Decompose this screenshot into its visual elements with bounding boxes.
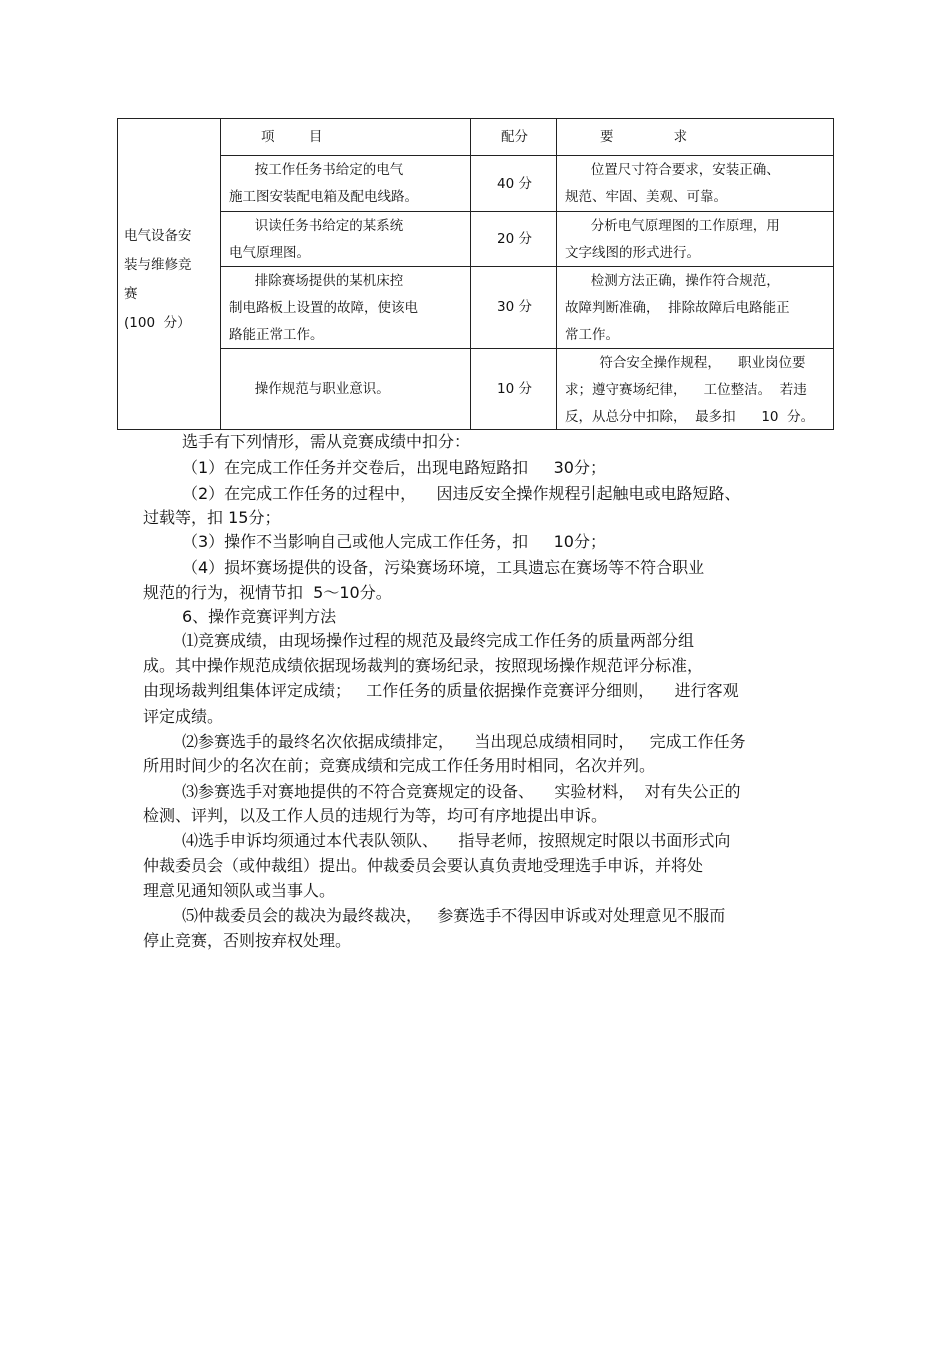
body-line: ⑵参赛选手的最终名次依据成绩排定， 当出现总成绩相同时， 完成工作任务 (182, 732, 746, 751)
row-requirement-text: 分析电气原理图的工作原理，用 文字线图的形式进行。 (565, 218, 780, 261)
header-item: 项 目 (261, 129, 323, 145)
category-cell (117, 118, 221, 430)
row-item-text: 识读任务书给定的某系统 电气原理图。 (229, 218, 404, 261)
row-score-text: 30 分 (497, 299, 532, 315)
row-item-text: 排除赛场提供的某机床控 制电路板上设置的故障，使该电 路能正常工作。 (229, 273, 418, 343)
body-line: （1）在完成工作任务并交卷后，出现电路短路扣 30分； (182, 458, 606, 477)
table-row-score (470, 348, 557, 430)
body-line: 检测、评判，以及工作人员的违规行为等，均可有序地提出申诉。 (143, 806, 608, 825)
table-row-item (220, 155, 471, 212)
table-row-score (470, 266, 557, 349)
body-line: 过载等，扣 15分； (143, 508, 281, 527)
body-line: （3）操作不当影响自己或他人完成工作任务，扣 10分； (182, 532, 606, 551)
row-item-text: 按工作任务书给定的电气 施工图安装配电箱及配电线路。 (229, 162, 418, 205)
table-row-item (220, 266, 471, 349)
category-label: 电气设备安 装与维修竞 赛 (100 分） (124, 228, 192, 331)
table-row-item (220, 348, 471, 430)
body-line: （2）在完成工作任务的过程中， 因违反安全操作规程引起触电或电路短路、 (182, 484, 741, 503)
table-row-requirement (556, 348, 834, 430)
row-requirement-text: 检测方法正确，操作符合规范， 故障判断准确， 排除故障后电路能正 常工作。 (565, 273, 790, 343)
body-line: 理意见通知领队或当事人。 (143, 881, 336, 900)
table-row-score (470, 211, 557, 267)
table-row-item (220, 211, 471, 267)
body-line: 成。其中操作规范成绩依据现场裁判的赛场纪录，按照现场操作规范评分标准， (143, 656, 704, 675)
header-score-cell (470, 118, 557, 156)
body-line: 评定成绩。 (143, 707, 224, 726)
table-row-requirement (556, 155, 834, 212)
row-score-text: 10 分 (497, 381, 532, 397)
scoring-table (117, 118, 834, 430)
body-line: ⑴竞赛成绩，由现场操作过程的规范及最终完成工作任务的质量两部分组 (182, 631, 695, 650)
row-requirement-text: 位置尺寸符合要求，安装正确、 规范、牢固、美观、可靠。 (565, 162, 780, 205)
body-line: 选手有下列情形，需从竞赛成绩中扣分： (182, 432, 471, 451)
header-score: 配分 (501, 129, 528, 145)
body-line: 所用时间少的名次在前；竞赛成绩和完成工作任务用时相同，名次并列。 (143, 756, 656, 775)
row-requirement-text: 符合安全操作规程， 职业岗位要 求；遵守赛场纪律， 工位整洁。 若违 反，从总分中扣除， 最多扣 10 分。 (565, 355, 815, 425)
body-line: （4）损坏赛场提供的设备，污染赛场环境，工具遗忘在赛场等不符合职业 (182, 558, 705, 577)
row-score-text: 40 分 (497, 176, 532, 192)
body-line: 停止竞赛，否则按弃权处理。 (143, 931, 352, 950)
section-heading: 6、操作竞赛评判方法 (182, 607, 337, 626)
header-item-cell (220, 118, 471, 156)
table-row-requirement (556, 211, 834, 267)
body-line: 仲裁委员会（或仲裁组）提出。仲裁委员会要认真负责地受理选手申诉，并将处 (143, 856, 704, 875)
body-line: 由现场裁判组集体评定成绩； 工作任务的质量依据操作竞赛评分细则， 进行客观 (143, 681, 739, 700)
header-requirement: 要 求 (600, 129, 688, 145)
body-line: ⑶参赛选手对赛地提供的不符合竞赛规定的设备、 实验材料， 对有失公正的 (182, 782, 741, 801)
row-score-text: 20 分 (497, 231, 532, 247)
header-requirement-cell (556, 118, 834, 156)
body-line: ⑷选手申诉均须通过本代表队领队、 指导老师，按照规定时限以书面形式向 (182, 831, 731, 850)
row-item-text: 操作规范与职业意识。 (229, 381, 390, 397)
body-line: ⑸仲裁委员会的裁决为最终裁决， 参赛选手不得因申诉或对处理意见不服而 (182, 906, 726, 925)
table-row-requirement (556, 266, 834, 349)
body-line: 规范的行为，视情节扣 5～10分。 (143, 583, 392, 602)
table-row-score (470, 155, 557, 212)
